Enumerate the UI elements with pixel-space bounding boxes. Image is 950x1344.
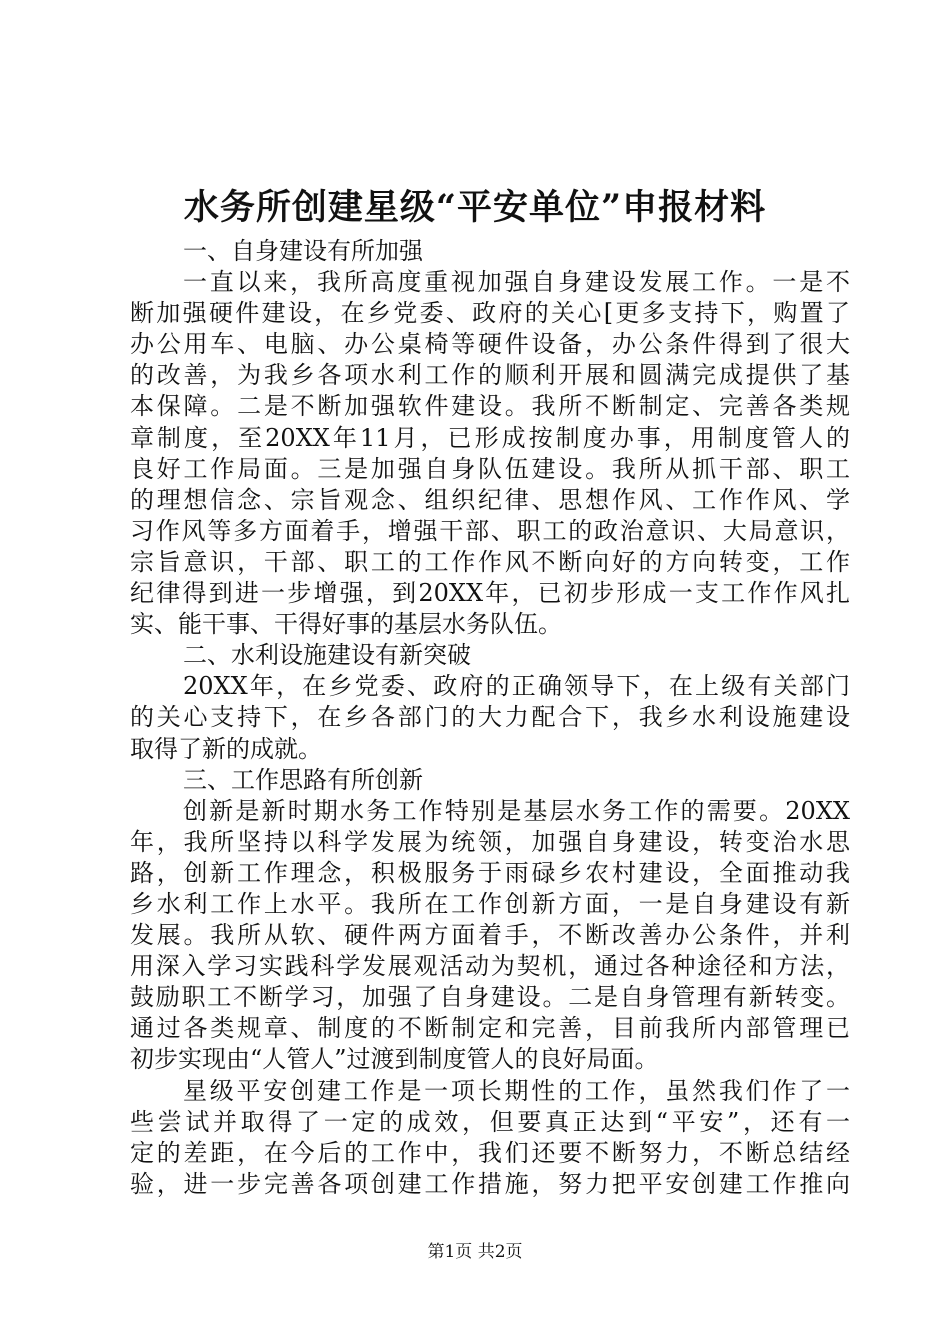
text-line: 发展。我所从软、硬件两方面着手，不断改善办公条件，并利: [130, 921, 850, 950]
text-line: 实、能干事、干得好事的基层水务队伍。: [130, 610, 562, 639]
text-line: 一、自身建设有所加强: [183, 237, 423, 265]
text-line: 三、工作思路有所创新: [183, 765, 423, 794]
text-line: 定的差距，在今后的工作中，我们还要不断努力，不断总结经: [130, 1138, 850, 1167]
text-line: 取得了新的成就。: [130, 734, 322, 763]
text-line: 二、水利设施建设有新突破: [183, 641, 471, 670]
document-title: 水务所创建星级“平安单位”申报材料: [183, 187, 767, 228]
text-line: 宗旨意识，干部、职工的工作作风不断向好的方向转变，工作: [130, 547, 850, 576]
page-footer: 第1页 共2页: [427, 1242, 523, 1262]
text-line: 的理想信念、宗旨观念、组织纪律、思想作风、工作作风、学: [130, 485, 850, 514]
text-line: 断加强硬件建设，在乡党委、政府的关心[更多支持下，购置了: [130, 299, 850, 328]
text-line: 用深入学习实践科学发展观活动为契机，通过各种途径和方法，: [130, 952, 850, 981]
text-line: 通过各类规章、制度的不断制定和完善，目前我所内部管理已: [130, 1014, 850, 1043]
text-line: 本保障。二是不断加强软件建设。我所不断制定、完善各类规: [130, 392, 850, 421]
text-line: 初步实现由“人管人”过渡到制度管人的良好局面。: [130, 1045, 659, 1074]
text-line: 办公用车、电脑、办公桌椅等硬件设备，办公条件得到了很大: [130, 330, 850, 359]
text-line: 鼓励职工不断学习，加强了自身建设。二是自身管理有新转变。: [130, 983, 850, 1012]
text-line: 些尝试并取得了一定的成效，但要真正达到“平安”，还有一: [130, 1107, 850, 1136]
text-line: 的关心支持下，在乡各部门的大力配合下，我乡水利设施建设: [130, 703, 850, 732]
text-line: 星级平安创建工作是一项长期性的工作，虽然我们作了一: [183, 1076, 850, 1105]
text-line: 验，进一步完善各项创建工作措施，努力把平安创建工作推向: [130, 1169, 850, 1198]
text-line: 路，创新工作理念，积极服务于雨碌乡农村建设，全面推动我: [130, 858, 850, 887]
text-line: 年，我所坚持以科学发展为统领，加强自身建设，转变治水思: [130, 827, 850, 856]
text-line: 的改善，为我乡各项水利工作的顺利开展和圆满完成提供了基: [130, 361, 850, 390]
text-line: 创新是新时期水务工作特别是基层水务工作的需要。20XX: [183, 796, 850, 825]
text-line: 章制度，至20XX年11月，已形成按制度办事，用制度管人的: [130, 423, 850, 452]
document-body: [130, 236, 850, 1200]
text-line: 一直以来，我所高度重视加强自身建设发展工作。一是不: [183, 268, 850, 297]
text-line: 良好工作局面。三是加强自身队伍建设。我所从抓干部、职工: [130, 454, 850, 483]
text-line: 习作风等多方面着手，增强干部、职工的政治意识、大局意识，: [130, 516, 850, 545]
text-line: 纪律得到进一步增强，到20XX年，已初步形成一支工作作风扎: [130, 579, 850, 608]
text-line: 乡水利工作上水平。我所在工作创新方面，一是自身建设有新: [130, 889, 850, 918]
text-line: 20XX年，在乡党委、政府的正确领导下，在上级有关部门: [183, 672, 850, 701]
